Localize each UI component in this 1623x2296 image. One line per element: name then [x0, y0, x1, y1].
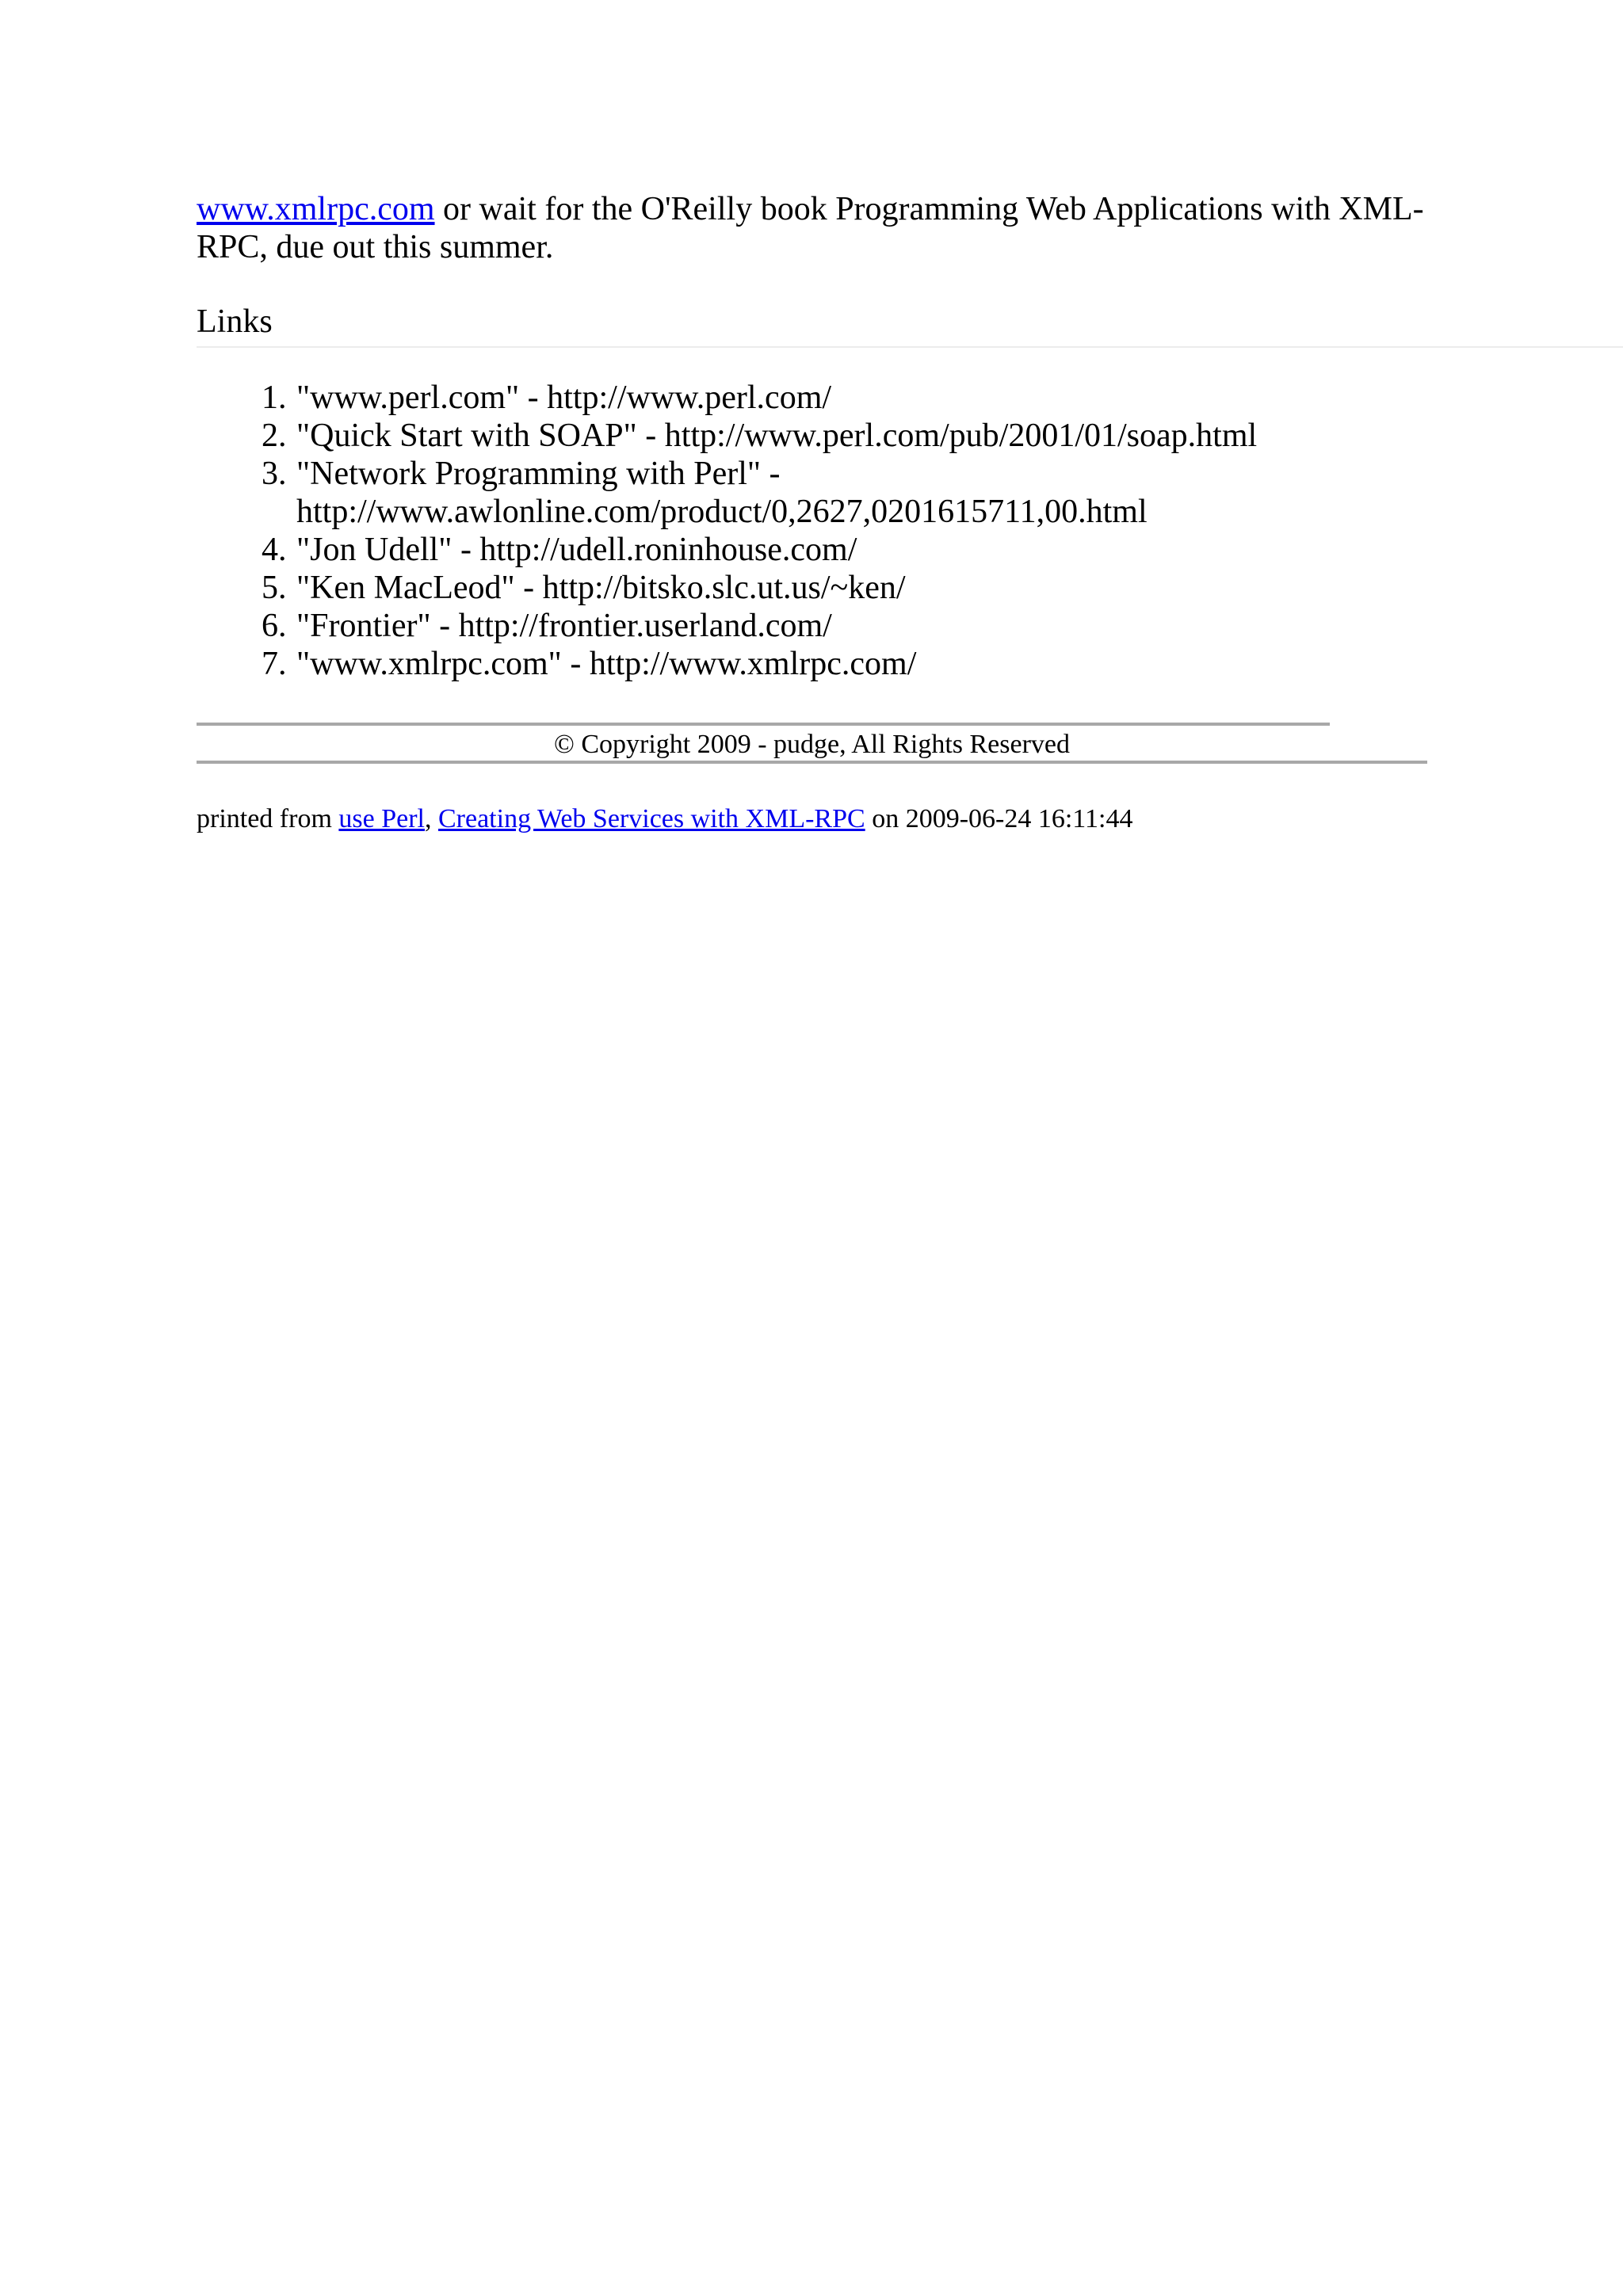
list-item: 5. "Ken MacLeod" - http://bitsko.slc.ut.us/~ken/	[295, 569, 1433, 607]
printed-timestamp: on 2009-06-24 16:11:44	[865, 804, 1133, 833]
footer-divider-top	[197, 723, 1330, 726]
xmlrpc-link[interactable]: www.xmlrpc.com	[197, 191, 435, 227]
footer-divider-bottom	[197, 761, 1427, 764]
printed-separator: ,	[425, 804, 438, 833]
heading-divider	[197, 346, 1623, 348]
printed-prefix: printed from	[197, 804, 339, 833]
list-item: 6. "Frontier" - http://frontier.userland.com/	[295, 607, 1433, 645]
use-perl-link[interactable]: use Perl	[338, 804, 425, 833]
intro-paragraph	[197, 190, 1433, 266]
list-item: 3. "Network Programming with Perl" - http://www.awlonline.com/product/0,2627,0201615711,00.html	[295, 455, 1433, 531]
list-item: 7. "www.xmlrpc.com" - http://www.xmlrpc.com/	[295, 645, 1433, 683]
links-heading: Links	[197, 303, 273, 340]
intro-text: or wait for the O'Reilly book Programming Web Applications with XML-RPC, due out this summer.	[197, 191, 1424, 265]
article-body	[197, 190, 1433, 683]
list-item: 4. "Jon Udell" - http://udell.roninhouse.com/	[295, 531, 1433, 569]
list-item: 1. "www.perl.com" - http://www.perl.com/	[295, 379, 1433, 417]
printed-from-line	[197, 802, 1132, 837]
article-link[interactable]: Creating Web Services with XML-RPC	[438, 804, 865, 833]
copyright-notice: © Copyright 2009 - pudge, All Rights Reserved	[553, 730, 1070, 759]
links-list	[197, 379, 1433, 683]
list-item: 2. "Quick Start with SOAP" - http://www.perl.com/pub/2001/01/soap.html	[295, 417, 1433, 455]
